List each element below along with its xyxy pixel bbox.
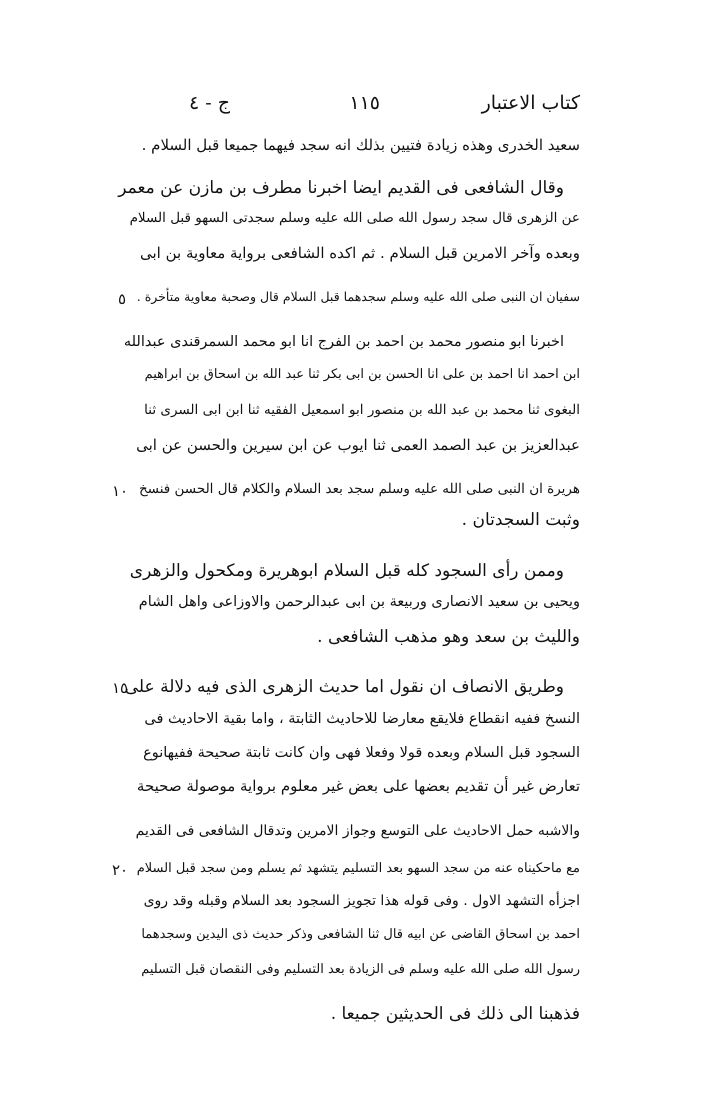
- text-line-15: وطريق الانصاف ان نقول اما حديث الزهرى الذى فيه دلالة على: [124, 677, 564, 697]
- page-header: [140, 92, 580, 122]
- text-line-1: سعيد الخدرى وهذه زيادة فتيين بذلك انه سجد فيهما جميعا قبل السلام .: [141, 136, 580, 154]
- text-line-18: تعارض غير أن تقديم بعضها على بعض غير معلوم برواية موصولة صحيحة: [136, 777, 580, 795]
- line-number-20: ٢٠: [112, 861, 129, 879]
- text-line-17: السجود قبل السلام وبعده قولا وفعلا فهى وان كانت ثابتة صحيحة ففيهانوع: [143, 745, 580, 761]
- text-line-12: وممن رأى السجود كله قبل السلام ابوهريرة ومكحول والزهرى: [129, 561, 564, 581]
- text-line-3: عن الزهرى قال سجد رسول الله صلى الله عليه وسلم سجدتى السهو قبل السلام: [129, 210, 580, 226]
- volume-label: ج - ٤: [189, 92, 230, 114]
- line-number-5: ٥: [118, 290, 127, 308]
- book-title: كتاب الاعتبار: [481, 92, 580, 114]
- text-line-21: اجزأه التشهد الاول . وفى قوله هذا تجويز السجود بعد السلام وقبله وقد روى: [143, 893, 580, 909]
- text-line-14: والليث بن سعد وهو مذهب الشافعى .: [317, 627, 580, 647]
- text-line-22: احمد بن اسحاق القاضى عن ابيه قال ثنا الشافعى وذكر حديث ذى اليدين وسجدهما: [141, 927, 580, 942]
- text-line-10: هريرة ان النبى صلى الله عليه وسلم سجد بعد السلام والكلام قال الحسن فنسخ: [138, 481, 580, 497]
- text-line-16: النسخ ففيه انقطاع فلايقع معارضا للاحاديث الثابتة ، واما بقية الاحاديث فى: [144, 711, 580, 727]
- page-number: ١١٥: [349, 92, 380, 114]
- text-line-13: ويحيى بن سعيد الانصارى وربيعة بن ابى عبدالرحمن والاوزاعى واهل الشام: [138, 594, 580, 610]
- text-line-4: وبعده وآخر الامرين قبل السلام . ثم اكده الشافعى برواية معاوية بن ابى: [140, 244, 580, 262]
- text-line-11: وثبت السجدتان .: [461, 510, 580, 530]
- text-line-24: فذهبنا الى ذلك فى الحديثين جميعا .: [330, 1004, 580, 1024]
- text-line-7: ابن احمد انا احمد بن على انا الحسن بن ابى بكر ثنا عبد الله بن اسحاق بن ابراهيم: [144, 367, 580, 382]
- line-number-15: ١٥: [112, 679, 129, 697]
- text-line-20: مع ماحكيناه عنه من سجد السهو بعد التسليم يتشهد ثم يسلم ومن سجد قبل السلام: [136, 861, 580, 876]
- text-line-9: عبدالعزيز بن عبد الصمد العمى ثنا ايوب عن ابن سيرين والحسن عن ابى: [136, 436, 580, 454]
- text-line-5: سفيان ان النبى صلى الله عليه وسلم سجدهما قبل السلام قال وصحبة معاوية متأخرة .: [136, 289, 580, 304]
- line-number-10: ١٠: [112, 482, 129, 500]
- text-line-2: وقال الشافعى فى القديم ايضا اخبرنا مطرف بن مازن عن معمر: [118, 178, 564, 198]
- text-line-6: اخبرنا ابو منصور محمد بن احمد بن الفرج انا ابو محمد السمرقندى عبدالله: [123, 334, 564, 350]
- text-line-19: والاشبه حمل الاحاديث على التوسع وجواز الامرين وتدقال الشافعى فى القديم: [135, 823, 580, 839]
- text-line-8: البغوى ثنا محمد بن عبد الله بن منصور ابو اسمعيل الفقيه ثنا ابن ابى السرى ثنا: [144, 402, 580, 418]
- text-line-23: رسول الله صلى الله عليه وسلم فى الزيادة بعد التسليم وفى النقصان قبل التسليم: [141, 962, 580, 977]
